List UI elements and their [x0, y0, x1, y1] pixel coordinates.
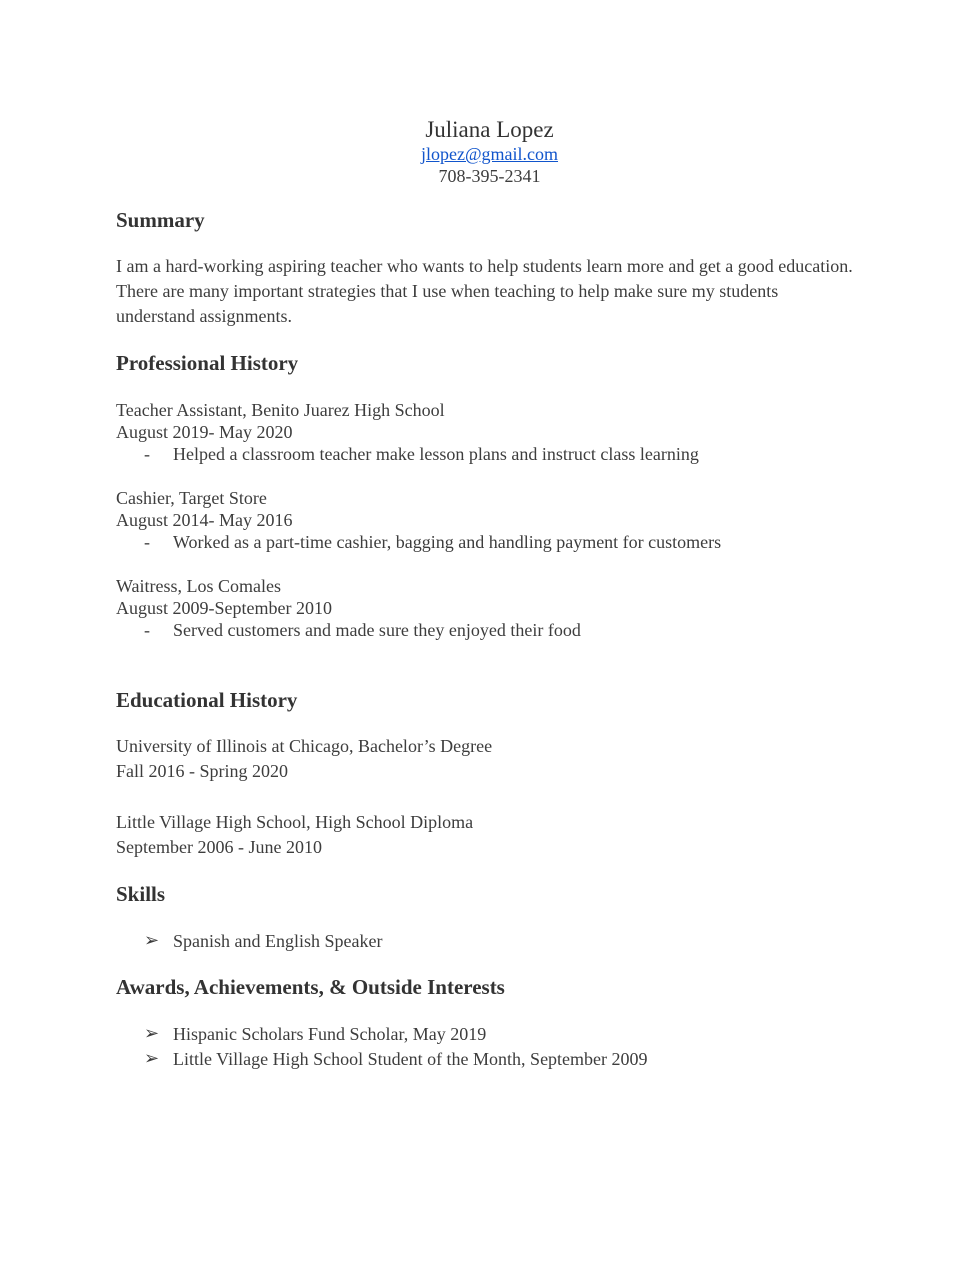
summary-heading: Summary	[116, 208, 205, 232]
job-title: Cashier, Target Store	[116, 488, 267, 508]
dash-bullet: -	[144, 620, 150, 640]
award-item: Little Village High School Student of the Month, September 2009	[173, 1049, 648, 1069]
job-dates: August 2009-September 2010	[116, 598, 332, 618]
awards-heading: Awards, Achievements, & Outside Interests	[116, 975, 505, 999]
job-detail: Worked as a part-time cashier, bagging and handling payment for customers	[173, 532, 722, 552]
dash-bullet: -	[144, 444, 150, 464]
education-school: Little Village High School, High School Diploma	[116, 812, 474, 832]
job-dates: August 2019- May 2020	[116, 422, 293, 442]
education-school: University of Illinois at Chicago, Bachelor’s Degree	[116, 736, 493, 756]
arrow-bullet-icon: ➢	[144, 1048, 160, 1068]
educational-history-heading: Educational History	[116, 688, 298, 712]
arrow-bullet-icon: ➢	[144, 930, 160, 950]
education-dates: September 2006 - June 2010	[116, 837, 322, 857]
skills-heading: Skills	[116, 882, 166, 906]
job-dates: August 2014- May 2016	[116, 510, 293, 530]
arrow-bullet-icon: ➢	[144, 1023, 160, 1043]
resume-name: Juliana Lopez	[425, 117, 554, 142]
job-detail: Helped a classroom teacher make lesson plans and instruct class learning	[173, 444, 699, 464]
award-item: Hispanic Scholars Fund Scholar, May 2019	[173, 1024, 487, 1044]
job-title: Teacher Assistant, Benito Juarez High School	[116, 400, 445, 420]
dash-bullet: -	[144, 532, 150, 552]
professional-history-heading: Professional History	[116, 351, 299, 375]
email-line	[0, 143, 979, 165]
job-detail: Served customers and made sure they enjoyed their food	[173, 620, 581, 640]
email-link[interactable]: jlopez@gmail.com	[420, 144, 559, 164]
skill-item: Spanish and English Speaker	[173, 931, 383, 951]
summary-text: I am a hard-working aspiring teacher who wants to help students learn more and get a good education. There are many important strategies that I use when teaching to help make sure my students understand assignments.	[116, 256, 853, 326]
job-title: Waitress, Los Comales	[116, 576, 282, 596]
education-dates: Fall 2016 - Spring 2020	[116, 761, 289, 781]
phone-number: 708-395-2341	[438, 166, 541, 186]
